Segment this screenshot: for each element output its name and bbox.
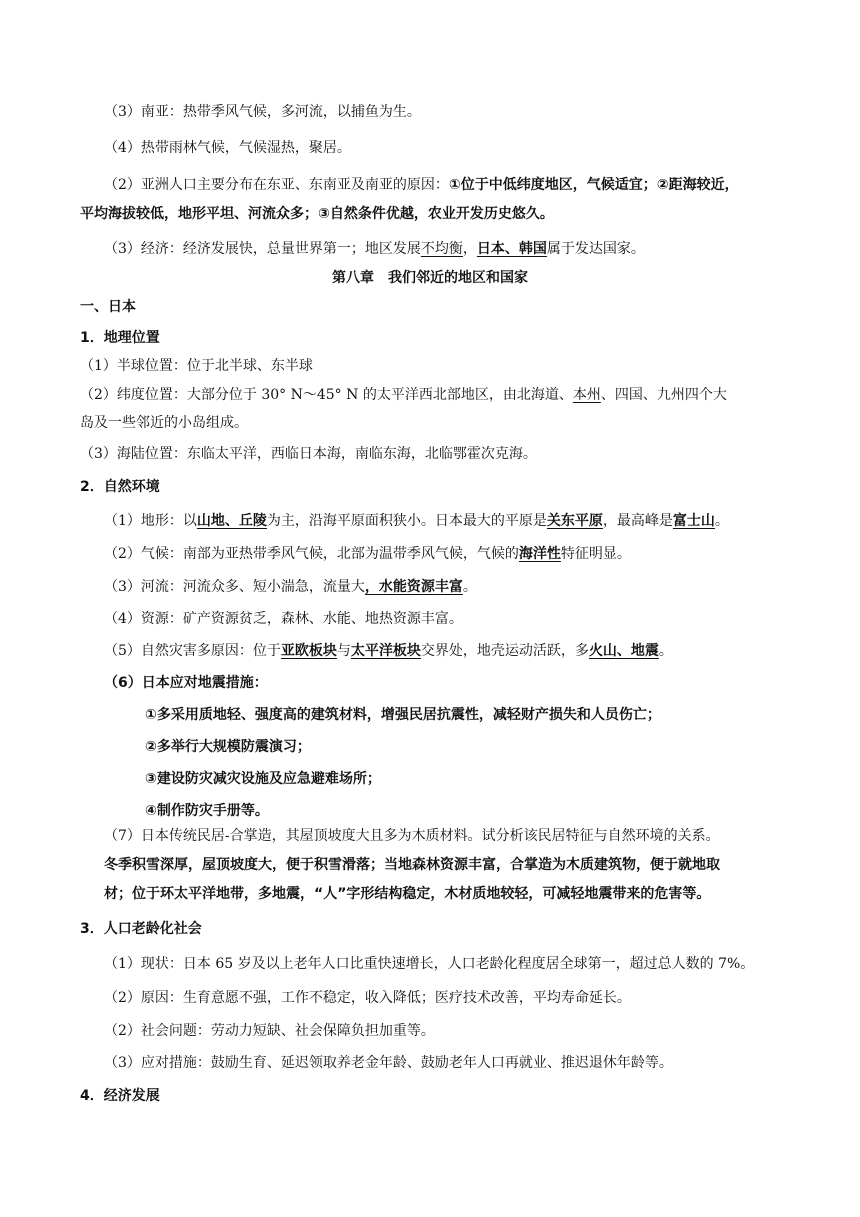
item-resources: （4）资源：矿产资源贫乏，森林、水能、地热资源丰富。	[104, 611, 463, 627]
answer-line: 冬季积雪深厚，屋顶坡度大，便于积雪滑落；当地森林资源丰富，合掌造为木质建筑物，便于就地取	[104, 857, 720, 873]
item-measures: （3）应对措施：鼓励生育、延迟领取养老金年龄、鼓励老年人口再就业、推迟退休年龄等。	[104, 1055, 673, 1071]
chapter-title: 第八章 我们邻近的地区和国家	[332, 270, 528, 286]
bold-underlined-text: 太平洋板块	[350, 643, 421, 659]
text: 。	[462, 579, 477, 595]
bold-underlined-text: 山地、丘陵	[196, 513, 267, 529]
text: （3）南亚：热带季风气候，多河流，以捕鱼为生。	[104, 104, 421, 120]
bold-underlined-text: 火山、地震	[588, 643, 659, 659]
bold-underlined-text: 富士山	[672, 513, 715, 529]
text: （2）纬度位置：大部分位于 30° N～45° N 的太平洋西北部地区，由北海道、	[80, 387, 573, 403]
item-status: （1）现状：日本 65 岁及以上老年人口比重快速增长，人口老龄化程度居全球第一，超过总人数的 7%。	[104, 956, 755, 972]
text: （1）地形：以	[104, 513, 197, 529]
measure-item: ②多举行大规模防震演习；	[145, 739, 311, 755]
bold-underlined-text: 亚欧板块	[280, 643, 337, 659]
item-latitude-cont: 岛及一些邻近的小岛组成。	[80, 415, 248, 431]
text: （4）热带雨林气候，气候湿热，聚居。	[104, 140, 351, 156]
section-heading-japan: 一、日本	[80, 299, 136, 315]
text: 属于发达国家。	[546, 241, 645, 257]
paragraph-south-asia	[104, 101, 421, 123]
item-earthquake-measures: （6）日本应对地震措施：	[104, 675, 268, 691]
bold-underlined-text: ，水能资源丰富	[364, 579, 463, 595]
text: ，最高峰是	[602, 513, 673, 529]
text: 特征明显。	[560, 546, 631, 562]
item-rivers	[104, 576, 477, 598]
text: （3）河流：河流众多、短小湍急，流量大	[104, 579, 365, 595]
bold-underlined-text: 关东平原	[546, 513, 603, 529]
measure-item: ④制作防灾手册等。	[145, 803, 269, 819]
item-hemisphere: （1）半球位置：位于北半球、东半球	[80, 358, 313, 374]
text: 为主，沿海平原面积狭小。日本最大的平原是	[266, 513, 547, 529]
item-disasters	[104, 640, 673, 662]
paragraph-population-reason	[104, 174, 739, 196]
text: 。	[658, 643, 673, 659]
subsection-environment: 2．自然环境	[80, 479, 160, 495]
item-climate	[104, 543, 631, 565]
text: 与	[336, 643, 351, 659]
text: 、四国、九州四个大	[600, 387, 727, 403]
text: 交界处，地壳运动活跃，多	[420, 643, 589, 659]
text: （2）亚洲人口主要分布在东亚、东南亚及南亚的原因：	[104, 177, 449, 193]
item-sea-land: （3）海陆位置：东临太平洋，西临日本海，南临东海，北临鄂霍次克海。	[80, 446, 537, 462]
subsection-economy: 4．经济发展	[80, 1088, 160, 1104]
item-social-issues: （2）社会问题：劳动力短缺、社会保障负担加重等。	[104, 1023, 435, 1039]
paragraph-population-reason-cont	[80, 203, 554, 225]
item-terrain	[104, 510, 729, 532]
subsection-location: 1．地理位置	[80, 330, 160, 346]
subsection-aging: 3．人口老龄化社会	[80, 921, 202, 937]
text: （5）自然灾害多原因：位于	[104, 643, 281, 659]
bold-text: 平均海拔较低，地形平坦、河流众多；③自然条件优越，农业开发历史悠久。	[80, 206, 554, 222]
text: ，	[462, 241, 477, 257]
measure-item: ①多采用质地轻、强度高的建筑材料，增强民居抗震性，减轻财产损失和人员伤亡；	[145, 707, 661, 723]
text: 。	[714, 513, 729, 529]
text: （2）气候：南部为亚热带季风气候，北部为温带季风气候，气候的	[104, 546, 519, 562]
item-gassho-question: （7）日本传统民居-合掌造，其屋顶坡度大且多为木质材料。试分析该民居特征与自然环境的关系。	[104, 828, 720, 844]
bold-underlined-text: 日本、韩国	[476, 241, 547, 257]
measure-item: ③建设防灾减灾设施及应急避难场所；	[145, 771, 381, 787]
paragraph-rainforest	[104, 137, 351, 159]
bold-text: ①位于中低纬度地区，气候适宜；②距海较近，	[448, 177, 739, 193]
item-causes: （2）原因：生育意愿不强，工作不稳定，收入降低；医疗技术改善，平均寿命延长。	[104, 990, 631, 1006]
bold-underlined-text: 海洋性	[518, 546, 561, 562]
underlined-text: 不均衡	[420, 241, 463, 257]
paragraph-economy	[104, 238, 645, 260]
item-latitude	[80, 384, 727, 406]
answer-line: 材；位于环太平洋地带，多地震，“人”字形结构稳定，木材质地较轻，可减轻地震带来的危害等。	[104, 886, 711, 902]
text: （3）经济：经济发展快，总量世界第一；地区发展	[104, 241, 421, 257]
underlined-text: 本州	[572, 387, 601, 403]
